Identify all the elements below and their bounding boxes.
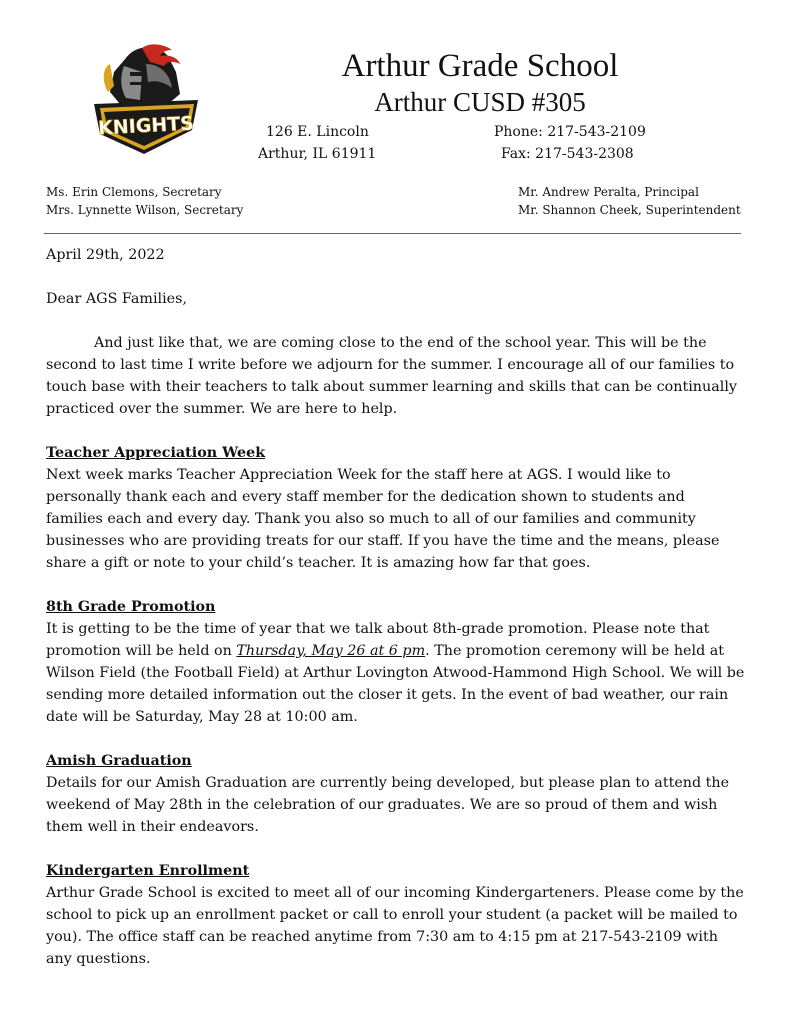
school-address — [258, 121, 376, 165]
section-body-text: It is getting to be the time of year that we talk about 8th-grade promotion. Please note that promotion will be held on — [46, 621, 710, 659]
section-body: Details for our Amish Graduation are currently being developed, but please plan to attend the weekend of May 28th in the celebration of our graduates. We are so proud of them and wish them well in their endeavors. — [46, 775, 730, 835]
staff-list-secretaries — [46, 183, 243, 219]
staff-member: Mrs. Lynnette Wilson, Secretary — [46, 203, 244, 217]
fax-number: Fax: 217-543-2308 — [501, 146, 634, 162]
knights-logo-icon — [80, 42, 208, 160]
letter-body — [46, 244, 746, 970]
school-name: Arthur Grade School — [341, 48, 619, 84]
staff-member: Mr. Shannon Cheek, Superintendent — [518, 203, 741, 217]
section-body — [46, 618, 746, 728]
letter-date: April 29th, 2022 — [46, 247, 165, 263]
section-heading: Kindergarten Enrollment — [46, 863, 250, 879]
section-heading: Amish Graduation — [46, 753, 192, 769]
staff-list-administrators — [518, 183, 741, 219]
staff-member: Mr. Andrew Peralta, Principal — [518, 185, 699, 199]
school-contact — [494, 121, 646, 165]
section-body: Next week marks Teacher Appreciation Week for the staff here at AGS. I would like to personally thank each and every staff member for the dedication shown to students and families each and every day. Thank you also so much to all of our families and community businesses who are providing treats for our staff. If you have the time and the means, please share a gift or note to your child’s teacher. It is amazing how far that goes. — [46, 467, 720, 571]
district-name: Arthur CUSD #305 — [374, 87, 586, 117]
section-body: Arthur Grade School is excited to meet all of our incoming Kindergarteners. Please come by the school to pick up an enrollment packet or call to enroll your student (a packet will be mailed to you). The office staff can be reached anytime from 7:30 am to 4:15 pm at 217-543-2109 with any questions. — [46, 885, 744, 967]
section-heading: Teacher Appreciation Week — [46, 445, 266, 461]
logo-text: KNIGHTS — [97, 112, 195, 140]
section-heading: 8th Grade Promotion — [46, 599, 216, 615]
letter-intro: And just like that, we are coming close to the end of the school year. This will be the second to last time I write before we adjourn for the summer. I encourage all of our families to touch base with their teachers to talk about summer learning and skills that can be continually practiced over the summer. We are here to help. — [46, 335, 737, 417]
address-street: 126 E. Lincoln — [266, 124, 369, 140]
header-divider — [44, 233, 741, 234]
section-body-text: . The promotion ceremony will be held at Wilson Field (the Football Field) at Arthur Lovington Atwood-Hammond High School. We will be sending more detailed information out the closer it gets. In the event of bad weather, our rain date will be Saturday, May 28 at 10:00 am. — [46, 643, 745, 725]
address-city: Arthur, IL 61911 — [258, 146, 377, 162]
phone-number: Phone: 217-543-2109 — [494, 124, 646, 140]
promotion-date-emphasis: Thursday, May 26 at 6 pm — [236, 643, 426, 659]
letter-salutation: Dear AGS Families, — [46, 291, 188, 307]
staff-member: Ms. Erin Clemons, Secretary — [46, 185, 222, 199]
